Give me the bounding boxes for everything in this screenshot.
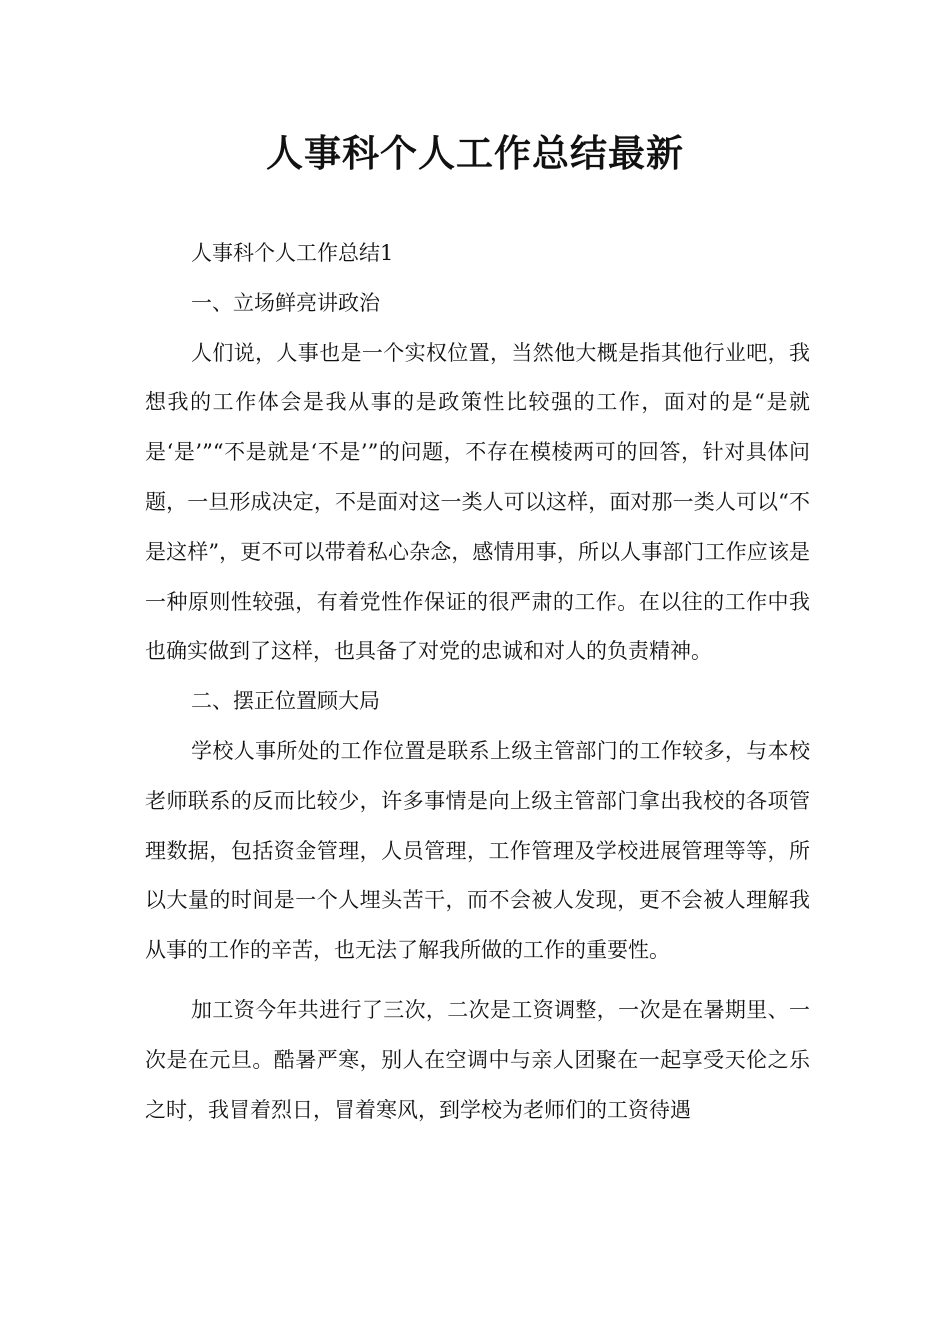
subsection-heading: 一、立场鲜亮讲政治 xyxy=(191,290,380,315)
section-heading: 人事科个人工作总结1 xyxy=(191,241,394,265)
paragraph-gap xyxy=(145,976,810,986)
body-paragraph: 人们说，人事也是一个实权位置，当然他大概是指其他行业吧，我想我的工作体会是我从事的是政策性比较强的工作，面对的是“是就是‘是’”“不是就是‘不是’”的问题，不存在模棱两可的回答，针对具体问题，一旦形成决定，不是面对这一类人可以这样，面对那一类人可以“不是这样”，更不可以带着私心杂念，感情用事，所以人事部门工作应该是一种原则性较强，有着党性作保证的很严肃的工作。在以往的工作中我也确实做到了这样，也具备了对党的忠诚和对人的负责精神。 xyxy=(145,340,810,664)
body-paragraph: 加工资今年共进行了三次，二次是工资调整，一次是在暑期里、一次是在元旦。酷暑严寒，别人在空调中与亲人团聚在一起享受天伦之乐之时，我冒着烈日，冒着寒风，到学校为老师们的工资待遇 xyxy=(145,997,810,1122)
document-title: 人事科个人工作总结最新 xyxy=(266,132,684,175)
subsection-heading: 二、摆正位置顾大局 xyxy=(191,689,380,714)
body-paragraph: 学校人事所处的工作位置是联系上级主管部门的工作较多，与本校老师联系的反而比较少，许多事情是向上级主管部门拿出我校的各项管理数据，包括资金管理，人员管理，工作管理及学校进展管理等等，所以大量的时间是一个人埋头苦干，而不会被人发现，更不会被人理解我从事的工作的辛苦，也无法了解我所做的工作的重要性。 xyxy=(145,738,810,963)
document-body xyxy=(145,229,810,1135)
